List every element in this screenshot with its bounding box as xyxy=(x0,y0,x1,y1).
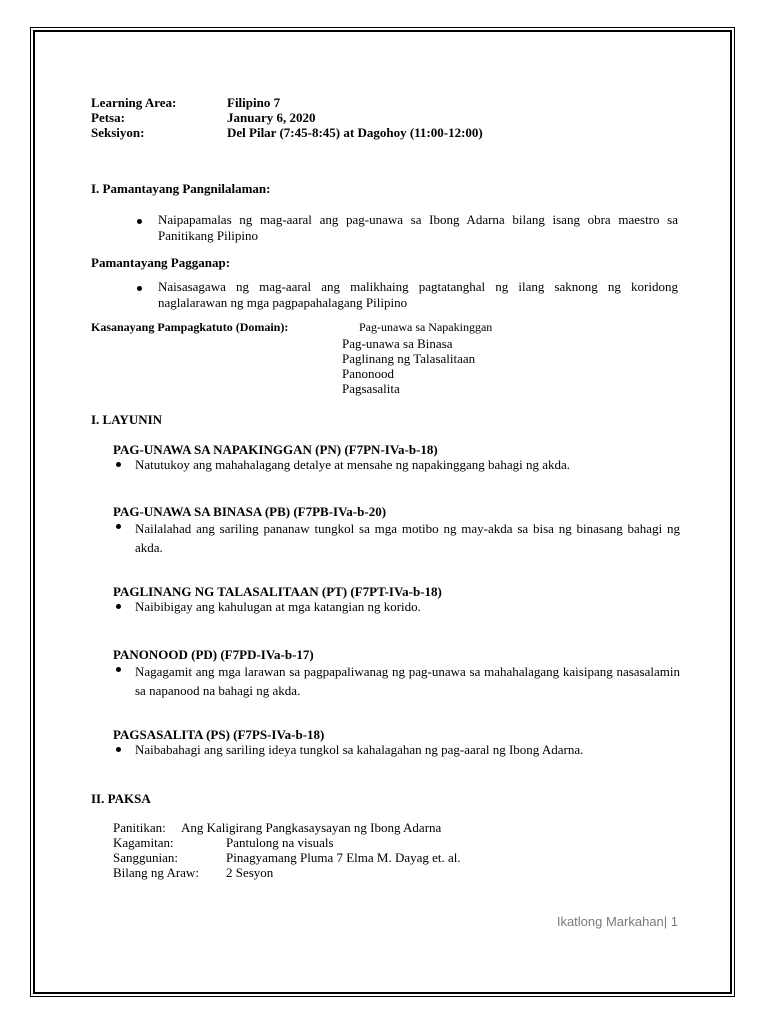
domain-item: Pag-unawa sa Binasa xyxy=(342,336,453,351)
petsa-value: January 6, 2020 xyxy=(227,110,316,125)
sanggunian-label: Sanggunian: xyxy=(113,850,178,865)
layunin-title: PAG-UNAWA SA BINASA (PB) (F7PB-IVa-b-20) xyxy=(113,504,387,519)
bullet-icon xyxy=(116,524,121,529)
panitikan-value: Ang Kaligirang Pangkasaysayan ng Ibong Adarna xyxy=(181,820,442,835)
layunin-text: Naibabahagi ang sariling ideya tungkol sa kahalagahan ng pag-aaral ng Ibong Adarna. xyxy=(135,742,584,757)
layunin-text: Nagagamit ang mga larawan sa pagpapaliwanag ng pag-unawa sa mahahalagang kaisipang nasasalamin sa napanood na bahagi ng akda. xyxy=(135,664,680,698)
domain-item: Panonood xyxy=(342,366,394,381)
page-footer: Ikatlong Markahan| 1 xyxy=(556,914,678,929)
bilang-label: Bilang ng Araw: xyxy=(113,865,199,880)
layunin-title: PANONOOD (PD) (F7PD-IVa-b-17) xyxy=(113,647,314,662)
layunin-title: PAG-UNAWA SA NAPAKINGGAN (PN) (F7PN-IVa-b-18) xyxy=(113,442,438,457)
bullet-icon xyxy=(137,286,142,291)
paksa-heading: II. PAKSA xyxy=(91,791,151,806)
bullet-icon xyxy=(116,667,121,672)
petsa-label: Petsa: xyxy=(91,110,125,125)
domain-item: Pagsasalita xyxy=(342,381,400,396)
seksiyon-label: Seksiyon: xyxy=(91,125,145,140)
learning-area-label: Learning Area: xyxy=(91,95,177,110)
panitikan-label: Panitikan: xyxy=(113,820,166,835)
domain-item: Paglinang ng Talasalitaan xyxy=(342,351,476,366)
domain-item: Pag-unawa sa Napakinggan xyxy=(359,320,493,334)
bullet-icon xyxy=(137,219,142,224)
bullet-icon xyxy=(116,604,121,609)
layunin-title: PAGLINANG NG TALASALITAAN (PT) (F7PT-IVa-b-18) xyxy=(113,584,442,599)
sanggunian-value: Pinagyamang Pluma 7 Elma M. Dayag et. al. xyxy=(226,850,461,865)
learning-area-value: Filipino 7 xyxy=(227,95,281,110)
kagamitan-value: Pantulong na visuals xyxy=(226,835,334,850)
pagganap-heading: Pamantayang Pagganap: xyxy=(91,255,231,270)
bullet-icon xyxy=(116,747,121,752)
bilang-value: 2 Sesyon xyxy=(226,865,274,880)
layunin-heading: I. LAYUNIN xyxy=(91,412,163,427)
layunin-text: Nailalahad ang sariling pananaw tungkol sa mga motibo ng may-akda sa bisa ng binasang bahagi ng akda. xyxy=(135,521,680,555)
seksiyon-value: Del Pilar (7:45-8:45) at Dagohoy (11:00-12:00) xyxy=(227,125,483,140)
kagamitan-label: Kagamitan: xyxy=(113,835,174,850)
pagganap-text: Naisasagawa ng mag-aaral ang malikhaing pagtatanghal ng ilang saknong ng koridong naglalarawan ng mga pagpapahalagang Pilipino xyxy=(158,279,678,310)
bullet-icon xyxy=(116,462,121,467)
layunin-text: Natutukoy ang mahahalagang detalye at mensahe ng napakinggang bahagi ng akda. xyxy=(135,457,570,472)
pamantayan-text: Naipapamalas ng mag-aaral ang pag-unawa sa Ibong Adarna bilang isang obra maestro sa Panitikang Pilipino xyxy=(158,212,678,243)
kasanayan-label: Kasanayang Pampagkatuto (Domain): xyxy=(91,320,289,334)
layunin-title: PAGSASALITA (PS) (F7PS-IVa-b-18) xyxy=(113,727,325,742)
layunin-text: Naibibigay ang kahulugan at mga katangian ng korido. xyxy=(135,599,421,614)
pamantayan-heading: I. Pamantayang Pangnilalaman: xyxy=(91,181,271,196)
